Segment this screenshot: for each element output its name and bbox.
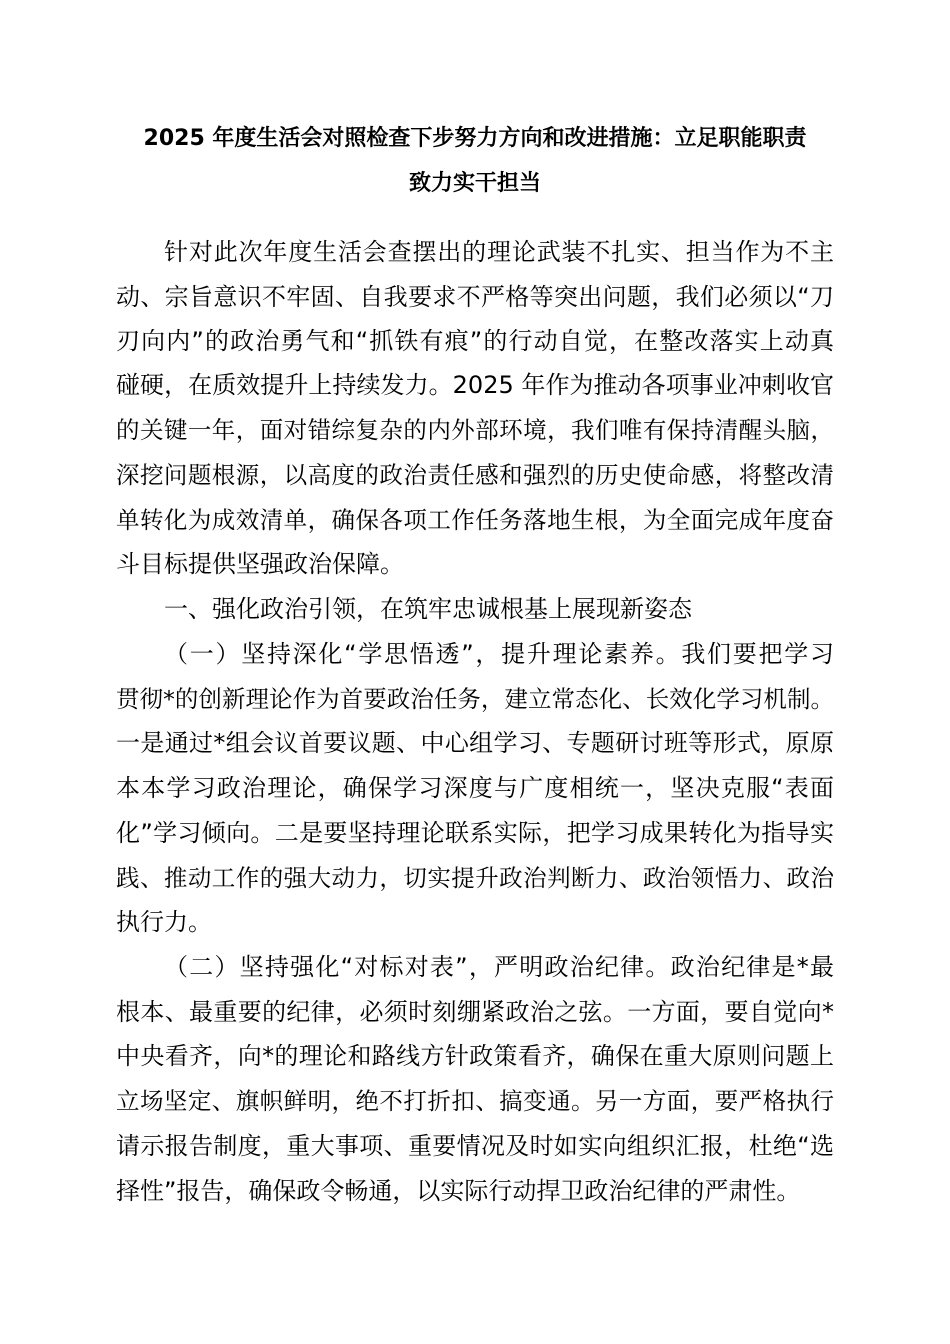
intro-line: 刃向内”的政治勇气和“抓铁有痕”的行动自觉，在整改落实上动真 bbox=[116, 327, 834, 355]
sub1-line: 一是通过*组会议首要议题、中心组学习、专题研讨班等形式，原原 bbox=[116, 729, 834, 757]
intro-line: 斗目标提供坚强政治保障。 bbox=[116, 550, 404, 578]
document-title-line-2: 致力实干担当 bbox=[408, 171, 541, 196]
sub2-line: 择性”报告，确保政令畅通，以实际行动捍卫政治纪律的严肃性。 bbox=[116, 1177, 801, 1205]
intro-line: 碰硬，在质效提升上持续发力。2025 年作为推动各项事业冲刺收官 bbox=[116, 371, 834, 399]
intro-line: 单转化为成效清单，确保各项工作任务落地生根，为全面完成年度奋 bbox=[116, 506, 834, 534]
sub2-line: 立场坚定、旗帜鲜明，绝不打折扣、搞变通。另一方面，要严格执行 bbox=[116, 1087, 834, 1115]
sub1-line: 本本学习政治理论，确保学习深度与广度相统一，坚决克服“表面 bbox=[116, 774, 834, 802]
document-title-line-1: 2025 年度生活会对照检查下步努力方向和改进措施：立足职能职责 bbox=[143, 126, 807, 151]
sub1-line: 化”学习倾向。二是要坚持理论联系实际，把学习成果转化为指导实 bbox=[116, 819, 834, 847]
sub2-line: 根本、最重要的纪律，必须时刻绷紧政治之弦。一方面，要自觉向* bbox=[116, 998, 834, 1026]
section-heading: 一、强化政治引领，在筑牢忠诚根基上展现新姿态 bbox=[164, 595, 692, 623]
sub2-line: 请示报告制度，重大事项、重要情况及时如实向组织汇报，杜绝“选 bbox=[116, 1132, 834, 1160]
sub1-line: （一）坚持深化“学思悟透”，提升理论素养。我们要把学习 bbox=[164, 640, 834, 668]
sub2-line: 中央看齐，向*的理论和路线方针政策看齐，确保在重大原则问题上 bbox=[116, 1042, 834, 1070]
sub2-line: （二）坚持强化“对标对表”，严明政治纪律。政治纪律是*最 bbox=[164, 953, 834, 981]
intro-line: 针对此次年度生活会查摆出的理论武装不扎实、担当作为不主 bbox=[164, 238, 834, 266]
sub1-line: 贯彻*的创新理论作为首要政治任务，建立常态化、长效化学习机制。 bbox=[116, 685, 834, 713]
intro-line: 动、宗旨意识不牢固、自我要求不严格等突出问题，我们必须以“刀 bbox=[116, 283, 834, 311]
sub1-line: 执行力。 bbox=[116, 908, 212, 936]
sub1-line: 践、推动工作的强大动力，切实提升政治判断力、政治领悟力、政治 bbox=[116, 864, 834, 892]
intro-line: 深挖问题根源，以高度的政治责任感和强烈的历史使命感，将整改清 bbox=[116, 461, 834, 489]
intro-line: 的关键一年，面对错综复杂的内外部环境，我们唯有保持清醒头脑， bbox=[116, 416, 834, 444]
